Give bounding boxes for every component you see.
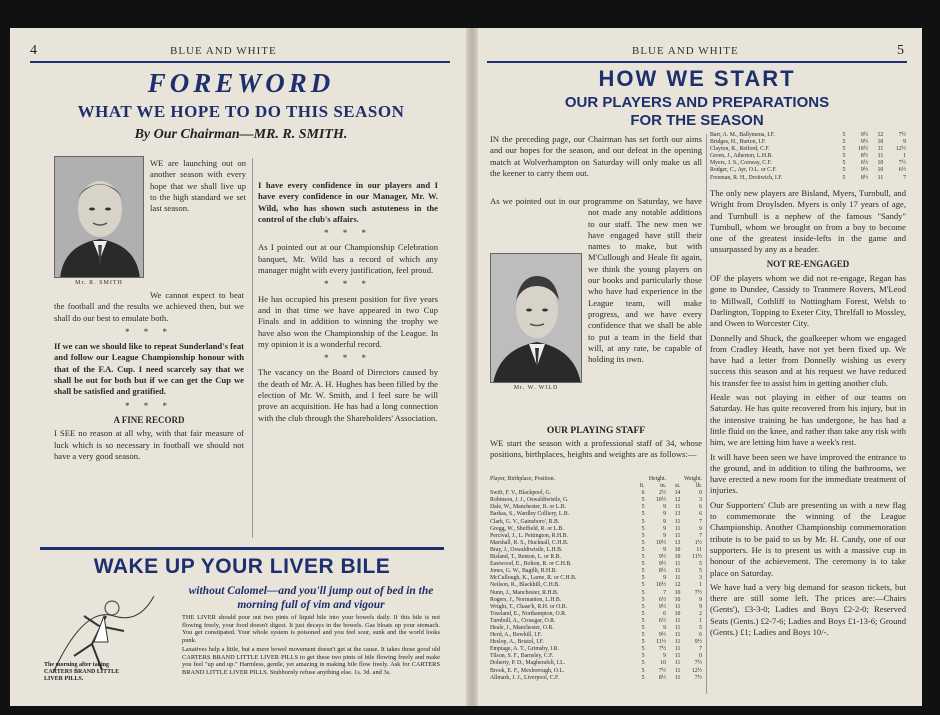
player-measure-cell: 5 xyxy=(641,497,645,504)
player-measure-cell: 6 xyxy=(663,610,667,617)
player-measure-cell: 8½ xyxy=(658,568,667,575)
player-measure-cell: 5 xyxy=(842,174,846,181)
player-measure-cell: 2 xyxy=(699,610,702,617)
table-header: Weight. xyxy=(683,476,702,482)
paragraph: Heale was not playing in either of our teams on Saturday. He has quite recovered from his injury, but in the intensive training he has undergone, he has had a little fluid on the knee, and rather than take any risk with him, we are letting him have a week's rest. xyxy=(710,392,906,448)
player-measure-cell: 9½ xyxy=(694,639,702,646)
player-row xyxy=(490,668,702,675)
player-name-cell: Bisland, T., Renton, L. or R.B. xyxy=(490,554,561,561)
player-measure-cell: 5 xyxy=(842,160,846,167)
paragraph: As we pointed out in our programme on Saturday, we have not made any notable additions to our staff. The new men we have engaged have still their names to make, but with M'Cullough and Heale fit again, we think the young players on our books and particularly those who have had experience in the League team, will make progress, and we have every confidence that we shall be able to put a team in the field that will, at any rate, be capable of holding its own. xyxy=(490,196,702,365)
player-measure-cell: 11 xyxy=(674,632,681,639)
running-header: BLUE AND WHITE xyxy=(632,45,739,57)
player-name-cell: Swift, F. V., Blackpool, G. xyxy=(490,490,552,497)
advert-body xyxy=(182,614,440,676)
player-measure-cell: 10½ xyxy=(655,539,667,546)
player-row xyxy=(710,132,906,139)
player-measure-cell: 5 xyxy=(699,568,702,575)
player-measure-cell: 11 xyxy=(674,603,681,610)
player-measure-cell: 5 xyxy=(641,582,645,589)
chairman-photo-caption: Mr. R. SMITH xyxy=(75,280,123,286)
player-measure-cell: 7½ xyxy=(898,132,906,138)
player-measure-cell: 9 xyxy=(663,504,667,511)
player-measure-cell: 1½ xyxy=(694,539,702,546)
player-measure-cell: 9 xyxy=(663,575,667,582)
player-measure-cell: 10 xyxy=(877,167,884,174)
col1-block xyxy=(54,290,244,465)
advert-paragraph: THE LIVER should pour out two pints of liquid bile into your bowels daily. If this bile is not flowing freely, your food doesn't digest. It just decays in the bowels. Gas bloats up your stomach. You get constipated. Your whole system is poisoned and you feel sour, sunk and the world looks punk. xyxy=(182,614,440,644)
paragraph: Our Supporters' Club are presenting us with a new flag to commemorate the winning of the League Championship. Another Championship commemoration tribute is to be paid to us by Mr. H. Candy, one of our supporters. He is to present us with a massive cup in honour of the achievement. The ceremony is to take place on Saturday. xyxy=(710,499,906,578)
player-measure-cell: 7 xyxy=(699,518,702,525)
running-header: BLUE AND WHITE xyxy=(170,45,277,57)
column-divider xyxy=(252,158,253,538)
table-subheader: ft. xyxy=(639,483,645,490)
player-name-cell: Barkas, S., Wardley Colliery, L.B. xyxy=(490,511,570,518)
player-measure-cell: 5 xyxy=(641,617,645,624)
player-measure-cell: 5 xyxy=(641,610,645,617)
player-measure-cell: 5 xyxy=(641,568,645,575)
player-measure-cell: 6½ xyxy=(658,596,667,603)
player-measure-cell: 10 xyxy=(674,546,681,553)
table-subheader: in. xyxy=(660,483,667,490)
player-name-cell: Percival, J., L. Pettington, R.H.B. xyxy=(490,532,568,539)
player-measure-cell: 6 xyxy=(699,504,702,511)
advert-headline: WAKE UP YOUR LIVER BILE xyxy=(93,555,391,578)
player-measure-cell: 5 xyxy=(699,624,702,631)
advert-paragraph: Laxatives help a little, but a mere bowel movement doesn't get at the cause. It takes those good old CARTERS BRAND LITTLE LIVER PILLS to get these two pints of bile flowing freely and make you feel "up and up." Harmless, gentle, yet amazing in making bile flow freely. Ask for CARTERS BRAND LITTLE LIVER PILLS. Stubbornly refuse anything else. 1s. 3d. and 3s. xyxy=(182,646,440,676)
player-measure-cell: 12½ xyxy=(895,146,906,153)
player-measure-cell: 5 xyxy=(641,660,645,667)
section-stars: * * * xyxy=(324,279,372,290)
player-row xyxy=(490,511,702,518)
player-measure-cell: 7½ xyxy=(694,660,702,667)
player-name-cell: Myers, J. S., Conway, C.F. xyxy=(710,160,772,167)
player-measure-cell: 13 xyxy=(674,511,681,518)
player-measure-cell: 9 xyxy=(663,546,667,553)
player-measure-cell: 12½ xyxy=(691,667,702,674)
header-rule xyxy=(487,61,907,63)
player-row xyxy=(490,597,702,604)
byline: By Our Chairman—MR. R. SMITH. xyxy=(134,127,348,142)
section-stars: * * * xyxy=(125,400,173,411)
table-subheader: lb. xyxy=(696,483,702,490)
player-measure-cell: 6½ xyxy=(658,617,667,624)
page-number: 4 xyxy=(30,43,37,58)
player-measure-cell: 9 xyxy=(699,525,702,532)
advert-image-caption: The morning after taking CARTERS BRAND LITTLE LIVER PILLS. xyxy=(44,662,120,682)
player-name-cell: Neilson, R., Blackhill, C.H.B. xyxy=(490,582,560,589)
player-measure-cell: 8½ xyxy=(658,674,667,681)
paragraph: OF the players whom we did not re-engage, Regan has gone to Dundee, Cassidy to Tranmere Rovers, M'Leod to Millwall, Cothliff to Nottingham Forest, Welsh to Darlington, Topping to Exeter City, Threlfall to Mossley, and Owen to Worcester City. xyxy=(710,273,906,329)
player-measure-cell: 5 xyxy=(641,646,645,653)
player-name-cell: Bray, J., Oswaldtwistle, L.H.B. xyxy=(490,546,563,553)
player-name-cell: Heale, J., Manchester, O.R. xyxy=(490,624,554,631)
player-measure-cell: 5 xyxy=(641,539,645,546)
page-title: HOW WE START xyxy=(598,66,796,91)
player-measure-cell: 11 xyxy=(674,667,681,674)
player-measure-cell: 7½ xyxy=(658,667,667,674)
player-name-cell: Nunn, J., Manchester, R.H.B. xyxy=(490,589,559,596)
player-row xyxy=(710,160,906,167)
player-measure-cell: 10 xyxy=(674,610,681,617)
col2-paragraph: The vacancy on the Board of Directors caused by the death of Mr. A. H. Hughes has been filled by the election of Mr. W. Smith, and I feel sure he will prove an acquisition. He has had a long connection with the club through the Shareholders' Association. xyxy=(258,367,438,423)
player-measure-cell: 5 xyxy=(641,603,645,610)
spine-gutter xyxy=(466,28,478,706)
player-measure-cell: 12 xyxy=(877,132,884,138)
col2-paragraph: As I pointed out at our Championship Celebration banquet, Mr. Wild has a record of which any manager might with every justification, feel proud. xyxy=(258,242,438,276)
player-measure-cell: 5 xyxy=(641,546,645,553)
player-measure-cell: 11 xyxy=(674,624,681,631)
header-rule xyxy=(30,61,450,63)
col1-paragraph: We cannot expect to beat the football and the results we achieved then, but we shall do our best to emulate both. xyxy=(54,290,244,323)
player-measure-cell: 11 xyxy=(674,568,681,575)
player-measure-cell: 5 xyxy=(641,511,645,518)
player-measure-cell: 9 xyxy=(663,525,667,532)
col2-paragraph: He has occupied his present position for five years and in that time we have appeared in two Cup Finals and in addition to winning the trophy we have also won the Championship of the League. In my opinion it is a wonderful record. xyxy=(258,293,438,349)
player-measure-cell: 14 xyxy=(674,490,681,497)
player-measure-cell: 9½ xyxy=(658,632,667,639)
chairman-photo xyxy=(54,156,144,278)
player-name-cell: Emptage, A. T., Grimsby, I.R. xyxy=(490,646,560,653)
page-subtitle: OUR PLAYERS AND PREPARATIONS xyxy=(564,94,830,111)
player-measure-cell: 10 xyxy=(660,660,667,667)
player-row xyxy=(490,504,702,511)
player-row xyxy=(490,590,702,597)
column-divider xyxy=(706,134,707,694)
player-measure-cell: 9 xyxy=(699,603,702,610)
table-header: Height. xyxy=(648,476,667,482)
player-table-continued xyxy=(710,132,906,182)
player-measure-cell: 9½ xyxy=(860,139,869,146)
player-row xyxy=(490,497,702,504)
right-column-text xyxy=(710,188,906,641)
player-measure-cell: 7 xyxy=(663,589,667,596)
player-row xyxy=(490,547,702,554)
player-measure-cell: 5 xyxy=(641,639,645,646)
player-measure-cell: 11½ xyxy=(692,554,702,561)
player-measure-cell: 11 xyxy=(877,153,884,160)
page-number: 5 xyxy=(897,43,904,58)
paragraph: IN the preceding page, our Chairman has set forth our aims and our hopes for the season, and our defeat in the opening match at Wolverhampton on Saturday will only make us all the keener to carry them out. xyxy=(490,134,702,178)
player-measure-cell: 11 xyxy=(674,525,681,532)
player-row xyxy=(490,604,702,611)
player-measure-cell: 5 xyxy=(641,596,645,603)
player-name-cell: Jones, G. W., Bagillt, R.H.B. xyxy=(490,568,557,575)
player-row xyxy=(490,561,702,568)
player-row xyxy=(490,632,702,639)
player-name-cell: McCullough, K., Larne, R. or C.H.B. xyxy=(490,575,577,582)
player-row xyxy=(710,153,906,160)
page-title: FOREWORD xyxy=(147,68,335,98)
col2-block xyxy=(258,180,438,427)
player-name-cell: Green, J., Atherton, L.H.B. xyxy=(710,153,773,160)
player-measure-cell: 3 xyxy=(699,575,702,582)
player-measure-cell: 7 xyxy=(699,532,702,539)
player-measure-cell: 11½ xyxy=(656,639,667,646)
player-row xyxy=(490,533,702,540)
section-stars: * * * xyxy=(324,353,372,364)
player-measure-cell: 5 xyxy=(641,589,645,596)
player-measure-cell: 6 xyxy=(699,511,702,518)
player-row xyxy=(490,568,702,575)
col1-intro-text: WE are launching out on another season with every hope that we shall live up to the high standard we set last season. xyxy=(150,158,246,214)
player-row xyxy=(710,175,906,182)
player-measure-cell: 9 xyxy=(699,596,702,603)
player-measure-cell: 11 xyxy=(674,504,681,511)
player-row xyxy=(490,490,702,497)
player-name-cell: Bridges, H., Burton, I.F. xyxy=(710,139,767,146)
player-row xyxy=(490,646,702,653)
table-header: Player, Birthplace, Position. xyxy=(490,476,555,482)
player-measure-cell: 12 xyxy=(674,582,681,589)
player-measure-cell: 5 xyxy=(842,132,846,138)
player-name-cell: Tilson, S. F., Barnsley, C.F. xyxy=(490,653,554,660)
player-measure-cell: 10½ xyxy=(655,497,667,504)
player-row xyxy=(490,625,702,632)
player-measure-cell: 11 xyxy=(674,639,681,646)
player-row xyxy=(710,167,906,174)
left-page xyxy=(10,28,472,706)
page-subtitle: FOR THE SEASON xyxy=(630,112,764,129)
player-measure-cell: 9½ xyxy=(658,603,667,610)
player-name-cell: Doherty, P. D., Magherafelt, I.L. xyxy=(490,660,566,667)
player-measure-cell: 5 xyxy=(641,518,645,525)
player-measure-cell: 5 xyxy=(842,139,846,146)
player-measure-cell: 0 xyxy=(699,653,702,660)
player-name-cell: Freeman, R. H., Droitwich, I.F. xyxy=(710,174,783,181)
player-row xyxy=(490,526,702,533)
player-measure-cell: 3 xyxy=(699,497,702,504)
player-measure-cell: 9½ xyxy=(860,167,869,174)
player-row xyxy=(490,519,702,526)
player-name-cell: Rogers, J., Normanton, L.H.B. xyxy=(490,596,562,603)
advert-tagline: without Calomel—and you'll jump out of bed in the morning full of vim and vigour xyxy=(188,585,434,611)
playing-staff-heading: OUR PLAYING STAFF xyxy=(546,426,646,436)
player-name-cell: Toseland, E., Northampton, O.R. xyxy=(490,610,567,617)
col1-paragraph: I SEE no reason at all why, with that fair measure of luck which is so necessary in football we should not have a very good season. xyxy=(54,428,244,461)
player-row xyxy=(490,639,702,646)
player-measure-cell: 11 xyxy=(674,674,681,681)
player-row xyxy=(490,575,702,582)
intro-text xyxy=(490,134,702,182)
player-measure-cell: 7½ xyxy=(898,160,906,167)
player-row xyxy=(490,582,702,589)
player-row xyxy=(490,554,702,561)
paragraph: Donnelly and Shuck, the goalkeeper whom we engaged from Cradley Heath, have not yet been fixed up. We have had a letter from Donnelly wishing us every success this season and at his request we have reduced his transfer fee to assist him in getting another club. xyxy=(710,332,906,388)
col2-bold-paragraph: I have every confidence in our players and I have every confidence in our Manager, Mr. W. Wild, who has shown such astuteness in the control of the club's affairs. xyxy=(258,180,438,224)
player-measure-cell: 6 xyxy=(641,490,645,497)
right-page xyxy=(472,28,922,706)
player-name-cell: Wright, T., Chase'k, R.H. or O.R. xyxy=(490,603,568,610)
player-measure-cell: 0 xyxy=(699,490,702,497)
player-measure-cell: 10 xyxy=(877,139,884,146)
player-measure-cell: 6 xyxy=(699,632,702,639)
player-measure-cell: 5 xyxy=(842,146,846,153)
player-measure-cell: 5 xyxy=(641,653,645,660)
player-measure-cell: 1 xyxy=(903,153,906,160)
staff-intro: WE start the season with a professional staff of 34, whose positions, birthplaces, heights and weights are as follows:— xyxy=(490,438,702,460)
player-name-cell: Brook, E. F., Mexborough, O.L. xyxy=(490,667,565,674)
player-measure-cell: 5 xyxy=(641,575,645,582)
player-measure-cell: 8½ xyxy=(860,153,869,160)
player-measure-cell: 5 xyxy=(641,525,645,532)
player-measure-cell: 11 xyxy=(674,575,681,582)
player-measure-cell: 5 xyxy=(641,624,645,631)
player-measure-cell: 7½ xyxy=(694,674,702,681)
player-measure-cell: 5 xyxy=(641,532,645,539)
player-measure-cell: 10½ xyxy=(857,146,869,153)
section-stars: * * * xyxy=(125,326,173,337)
player-measure-cell: 11 xyxy=(674,518,681,525)
player-table xyxy=(490,476,702,682)
player-measure-cell: 11 xyxy=(696,546,702,553)
player-measure-cell: 7 xyxy=(699,646,702,653)
player-measure-cell: 6½ xyxy=(898,167,906,174)
col1-bold-paragraph: If we can we should like to repeat Sunderland's feat and follow our League Championship honour with that of the F.A. Cup. I need scarcely say that we shall be out for both but if we can get the Cup we shall be satisfied and gratified. xyxy=(54,341,244,397)
player-measure-cell: 7½ xyxy=(658,646,667,653)
player-measure-cell: 7 xyxy=(903,174,906,181)
manager-photo-caption: Mr. W. WILD xyxy=(513,385,559,391)
player-measure-cell: 9½ xyxy=(860,132,869,138)
player-measure-cell: 11 xyxy=(674,660,681,667)
player-measure-cell: 12 xyxy=(674,497,681,504)
paragraph: We have had a very big demand for season tickets, but there are still some left. The prices are:—Chairs (Gents'), £3-3-0; Ladies and Boys £2-2-0; Reserved Seats (Gents.) £2-7-6; Ladies and Boys £1-13-6; Ground (Gents.) £1; Ladies and Boys 10/-. xyxy=(710,581,906,637)
player-name-cell: Clark, G. V., Gainsboro', R.B. xyxy=(490,518,560,525)
player-measure-cell: 5 xyxy=(842,153,846,160)
player-measure-cell: 5 xyxy=(641,554,645,561)
player-measure-cell: 9 xyxy=(663,624,667,631)
player-measure-cell: 11 xyxy=(877,146,884,153)
player-measure-cell: 5 xyxy=(641,504,645,511)
player-measure-cell: 5 xyxy=(641,674,645,681)
paragraph: It will have been seen we have improved the entrance to the ground, and in addition to tiling the bathrooms, we have erected a new room for the immediate treatment of injuries. xyxy=(710,451,906,496)
player-measure-cell: 9 xyxy=(663,653,667,660)
player-row xyxy=(490,660,702,667)
player-measure-cell: 11 xyxy=(674,653,681,660)
player-measure-cell: 10 xyxy=(877,160,884,167)
player-row xyxy=(490,540,702,547)
player-measure-cell: 1 xyxy=(699,582,702,589)
player-name-cell: Turnbull, A., Crossgar, O.R. xyxy=(490,617,556,624)
player-measure-cell: 5 xyxy=(699,561,702,568)
player-measure-cell: 6½ xyxy=(860,160,869,167)
paragraph: The only new players are Bisland, Myers, Turnbull, and Wright from Droylsden. Myers is only 17 years of age, and Turnbull is a nephew of the famous "Sandy" Turnbull, whom we brought on from a boy to become one of the greatest inside-lefts in the game and unsurpassed by any as a header. xyxy=(710,188,906,255)
player-measure-cell: 5 xyxy=(641,667,645,674)
page-subtitle: WHAT WE HOPE TO DO THIS SEASON xyxy=(77,102,405,121)
table-subheader: st. xyxy=(675,483,681,490)
player-measure-cell: 9 xyxy=(663,511,667,518)
player-name-cell: Gregg, W., Sheffield, R. or L.B. xyxy=(490,525,564,532)
player-name-cell: Robinson, J. J., Oswaldtwistle, G. xyxy=(490,497,569,504)
player-measure-cell: 9½ xyxy=(658,561,667,568)
player-measure-cell: 5 xyxy=(641,632,645,639)
player-name-cell: Clayton, R., Retford, C.F. xyxy=(710,146,770,153)
player-name-cell: Barr, A. M., Ballymena, I.F. xyxy=(710,132,775,138)
player-measure-cell: 10 xyxy=(674,596,681,603)
player-name-cell: Herd, A., Bowhill, I.F. xyxy=(490,632,542,639)
player-row xyxy=(490,675,702,682)
player-measure-cell: 11 xyxy=(674,646,681,653)
player-measure-cell: 11 xyxy=(674,532,681,539)
player-measure-cell: 9 xyxy=(903,139,906,146)
player-name-cell: Eastwood, E., Bolton, R. or C.H.B. xyxy=(490,561,572,568)
player-name-cell: Allmark, J. J., Liverpool, C.F. xyxy=(490,674,560,681)
player-measure-cell: 9 xyxy=(663,518,667,525)
player-measure-cell: 7½ xyxy=(694,589,702,596)
player-measure-cell: 11 xyxy=(877,174,884,181)
player-measure-cell: 5 xyxy=(842,167,846,174)
player-measure-cell: 1 xyxy=(699,617,702,624)
player-row xyxy=(710,146,906,153)
player-name-cell: Dale, W., Manchester, R. or L.B. xyxy=(490,504,567,511)
player-measure-cell: 11 xyxy=(674,617,681,624)
liver-pills-advert xyxy=(40,547,444,691)
player-measure-cell: 13 xyxy=(674,539,681,546)
player-name-cell: Rodger, C., Ayr, O.L. or C.F. xyxy=(710,167,777,174)
section-stars: * * * xyxy=(324,228,372,239)
fine-record-heading: A FINE RECORD xyxy=(113,414,185,425)
player-measure-cell: 10½ xyxy=(655,582,667,589)
player-measure-cell: 9 xyxy=(663,532,667,539)
player-measure-cell: 10 xyxy=(674,589,681,596)
player-measure-cell: 11 xyxy=(674,561,681,568)
player-row xyxy=(490,611,702,618)
player-measure-cell: 10 xyxy=(674,554,681,561)
player-name-cell: Heslop, A., Bristol, I.F. xyxy=(490,639,544,646)
manager-photo xyxy=(490,253,582,383)
not-reengaged-heading: NOT RE-ENGAGED xyxy=(766,258,850,269)
player-row xyxy=(490,618,702,625)
player-measure-cell: 9½ xyxy=(658,554,667,561)
player-measure-cell: 5 xyxy=(641,561,645,568)
player-measure-cell: 2½ xyxy=(658,490,667,497)
player-name-cell: Marshall, R. S., Hucknall, C.H.B. xyxy=(490,539,569,546)
player-measure-cell: 8½ xyxy=(860,174,869,181)
